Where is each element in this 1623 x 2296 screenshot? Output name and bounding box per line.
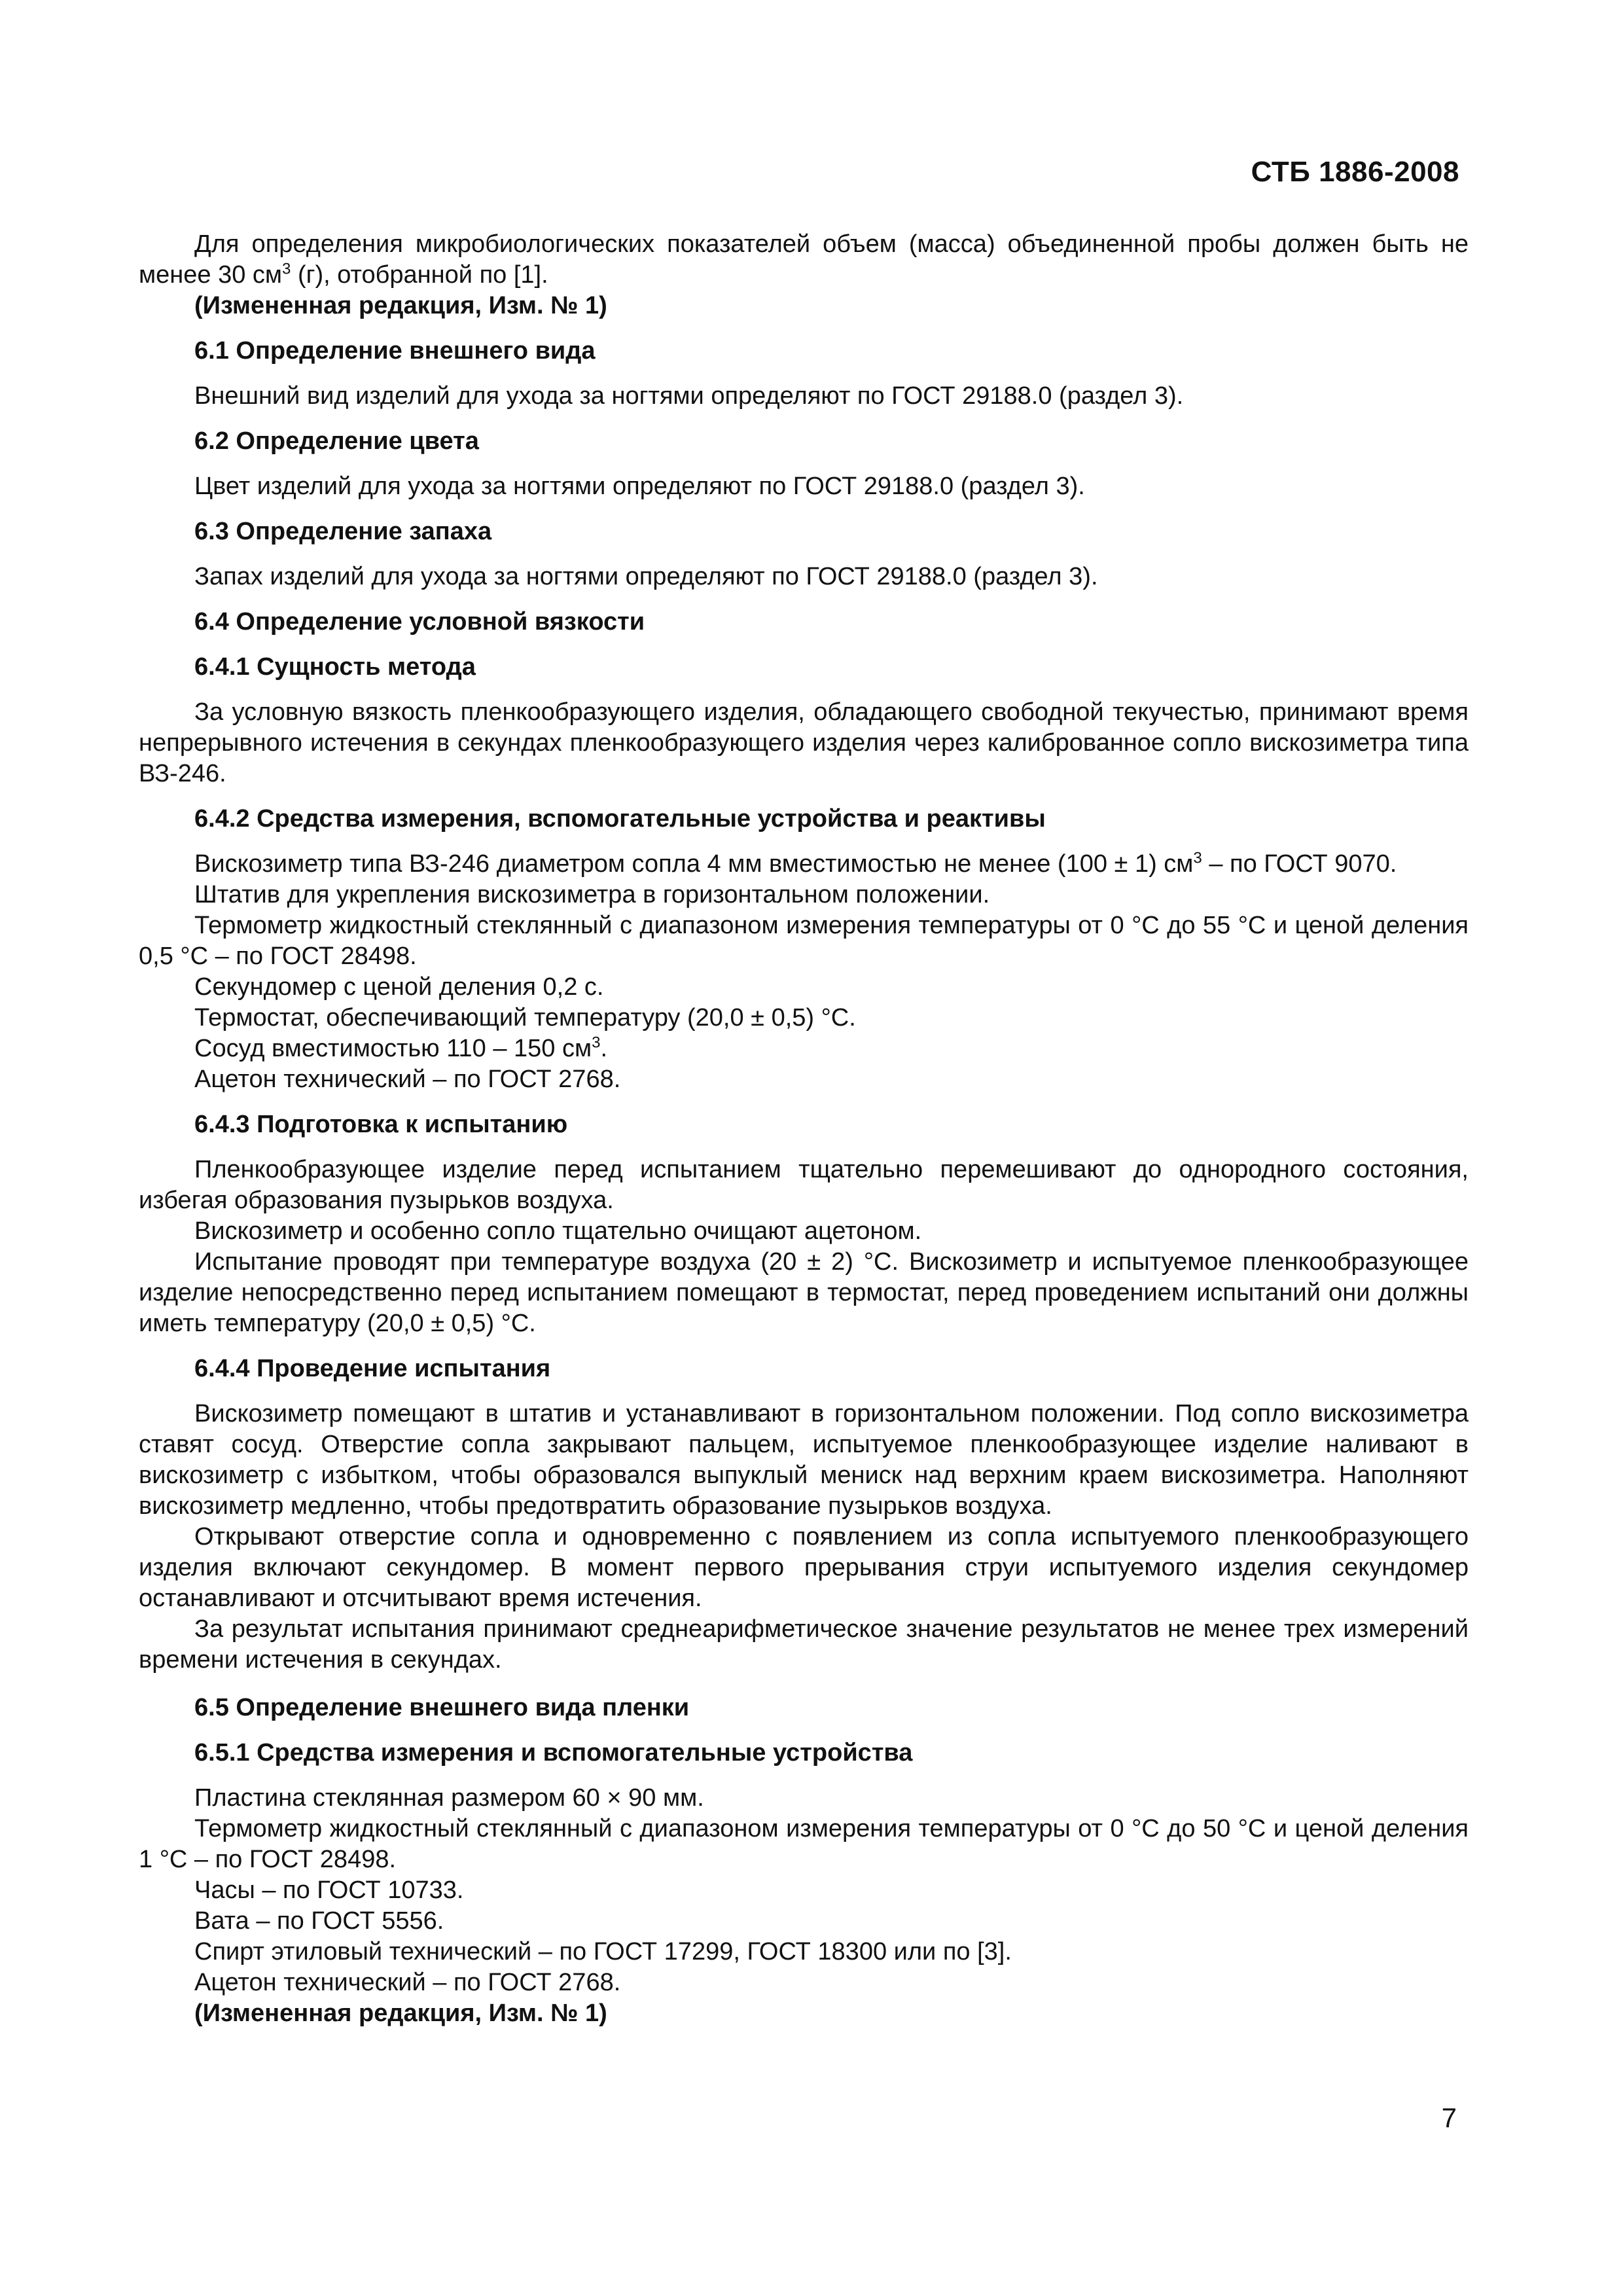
section-heading-6-4: 6.4 Определение условной вязкости bbox=[194, 608, 645, 636]
paragraph: Испытание проводят при температуре воздуха (20 ± 2) °С. Вискозиметр и испытуемое пленкообразующее изделие непосредственно перед испытанием помещают в термостат, перед проведением испытаний они должны иметь температуру (20,0 ± 0,5) °С. bbox=[139, 1248, 1469, 1337]
section-heading-6-2: 6.2 Определение цвета bbox=[194, 427, 479, 455]
section-heading-6-5-1: 6.5.1 Средства измерения и вспомогательные устройства bbox=[194, 1739, 913, 1767]
list-item: Спирт этиловый технический – по ГОСТ 17299, ГОСТ 18300 или по [3]. bbox=[194, 1938, 1012, 1965]
page-number: 7 bbox=[1441, 2102, 1457, 2133]
paragraph: Вискозиметр и особенно сопло тщательно очищают ацетоном. bbox=[194, 1217, 922, 1245]
list-item: Термометр жидкостный стеклянный с диапазоном измерения температуры от 0 °С до 50 °С и ценой деления 1 °С – по ГОСТ 28498. bbox=[139, 1815, 1469, 1873]
section-heading-6-1: 6.1 Определение внешнего вида bbox=[194, 337, 596, 365]
paragraph: Запах изделий для ухода за ногтями определяют по ГОСТ 29188.0 (раздел 3). bbox=[194, 563, 1098, 590]
amendment-note: (Измененная редакция, Изм. № 1) bbox=[194, 2000, 607, 2027]
list-item: Ацетон технический – по ГОСТ 2768. bbox=[194, 1066, 621, 1093]
list-item: Термостат, обеспечивающий температуру (20,0 ± 0,5) °С. bbox=[194, 1004, 856, 1031]
list-item: Ацетон технический – по ГОСТ 2768. bbox=[194, 1969, 621, 1996]
amendment-note: (Измененная редакция, Изм. № 1) bbox=[194, 292, 607, 319]
paragraph: За условную вязкость пленкообразующего изделия, обладающего свободной текучестью, принимают время непрерывного истечения в секундах пленкообразующего изделия через калиброванное сопло вискозиметра типа ВЗ-246. bbox=[139, 698, 1469, 787]
page-content bbox=[139, 229, 1469, 2029]
paragraph: Вискозиметр помещают в штатив и устанавливают в горизонтальном положении. Под сопло вискозиметра ставят сосуд. Отверстие сопла закрывают пальцем, испытуемое пленкообразующее изделие наливают в вискозиметр с избытком, чтобы образовался выпуклый мениск над верхним краем вискозиметра. Наполняют вискозиметр медленно, чтобы предотвратить образование пузырьков воздуха. bbox=[139, 1400, 1469, 1520]
paragraph: Открывают отверстие сопла и одновременно с появлением из сопла испытуемого пленкообразующего изделия включают секундомер. В момент первого прерывания струи испытуемого изделия секундомер останавливают и отсчитывают время истечения. bbox=[139, 1523, 1469, 1612]
paragraph: За результат испытания принимают среднеарифметическое значение результатов не менее трех измерений времени истечения в секундах. bbox=[139, 1615, 1469, 1674]
list-item: Секундомер с ценой деления 0,2 с. bbox=[194, 973, 604, 1001]
list-item: Вата – по ГОСТ 5556. bbox=[194, 1907, 444, 1935]
paragraph: Пленкообразующее изделие перед испытанием тщательно перемешивают до однородного состояния, избегая образования пузырьков воздуха. bbox=[139, 1156, 1469, 1214]
document-code: СТБ 1886-2008 bbox=[1251, 156, 1459, 188]
intro-paragraph: Для определения микробиологических показателей объем (масса) объединенной пробы должен быть не менее 30 $см^3$ (г), отобранной по [1]. bbox=[139, 230, 1469, 289]
section-heading-6-4-3: 6.4.3 Подготовка к испытанию bbox=[194, 1111, 568, 1138]
section-heading-6-5: 6.5 Определение внешнего вида пленки bbox=[194, 1694, 690, 1721]
list-item: Пластина стеклянная размером 60 × 90 мм. bbox=[194, 1784, 704, 1812]
section-heading-6-3: 6.3 Определение запаха bbox=[194, 518, 492, 545]
list-item: Сосуд вместимостью 110 – 150 $см^3$. bbox=[194, 1033, 608, 1062]
paragraph: Внешний вид изделий для ухода за ногтями определяют по ГОСТ 29188.0 (раздел 3). bbox=[194, 382, 1184, 410]
section-heading-6-4-4: 6.4.4 Проведение испытания bbox=[194, 1355, 551, 1382]
section-heading-6-4-2: 6.4.2 Средства измерения, вспомогательные устройства и реактивы bbox=[194, 805, 1046, 833]
list-item: Вискозиметр типа ВЗ-246 диаметром сопла 4 мм вместимостью не менее (100 ± 1) $см^3$ – по ГОСТ 9070. bbox=[194, 849, 1397, 878]
list-item: Часы – по ГОСТ 10733. bbox=[194, 1876, 464, 1904]
section-heading-6-4-1: 6.4.1 Сущность метода bbox=[194, 653, 476, 681]
list-item: Термометр жидкостный стеклянный с диапазоном измерения температуры от 0 °С до 55 °С и ценой деления 0,5 °С – по ГОСТ 28498. bbox=[139, 912, 1469, 970]
paragraph: Цвет изделий для ухода за ногтями определяют по ГОСТ 29188.0 (раздел 3). bbox=[194, 473, 1085, 500]
list-item: Штатив для укрепления вискозиметра в горизонтальном положении. bbox=[194, 881, 990, 908]
